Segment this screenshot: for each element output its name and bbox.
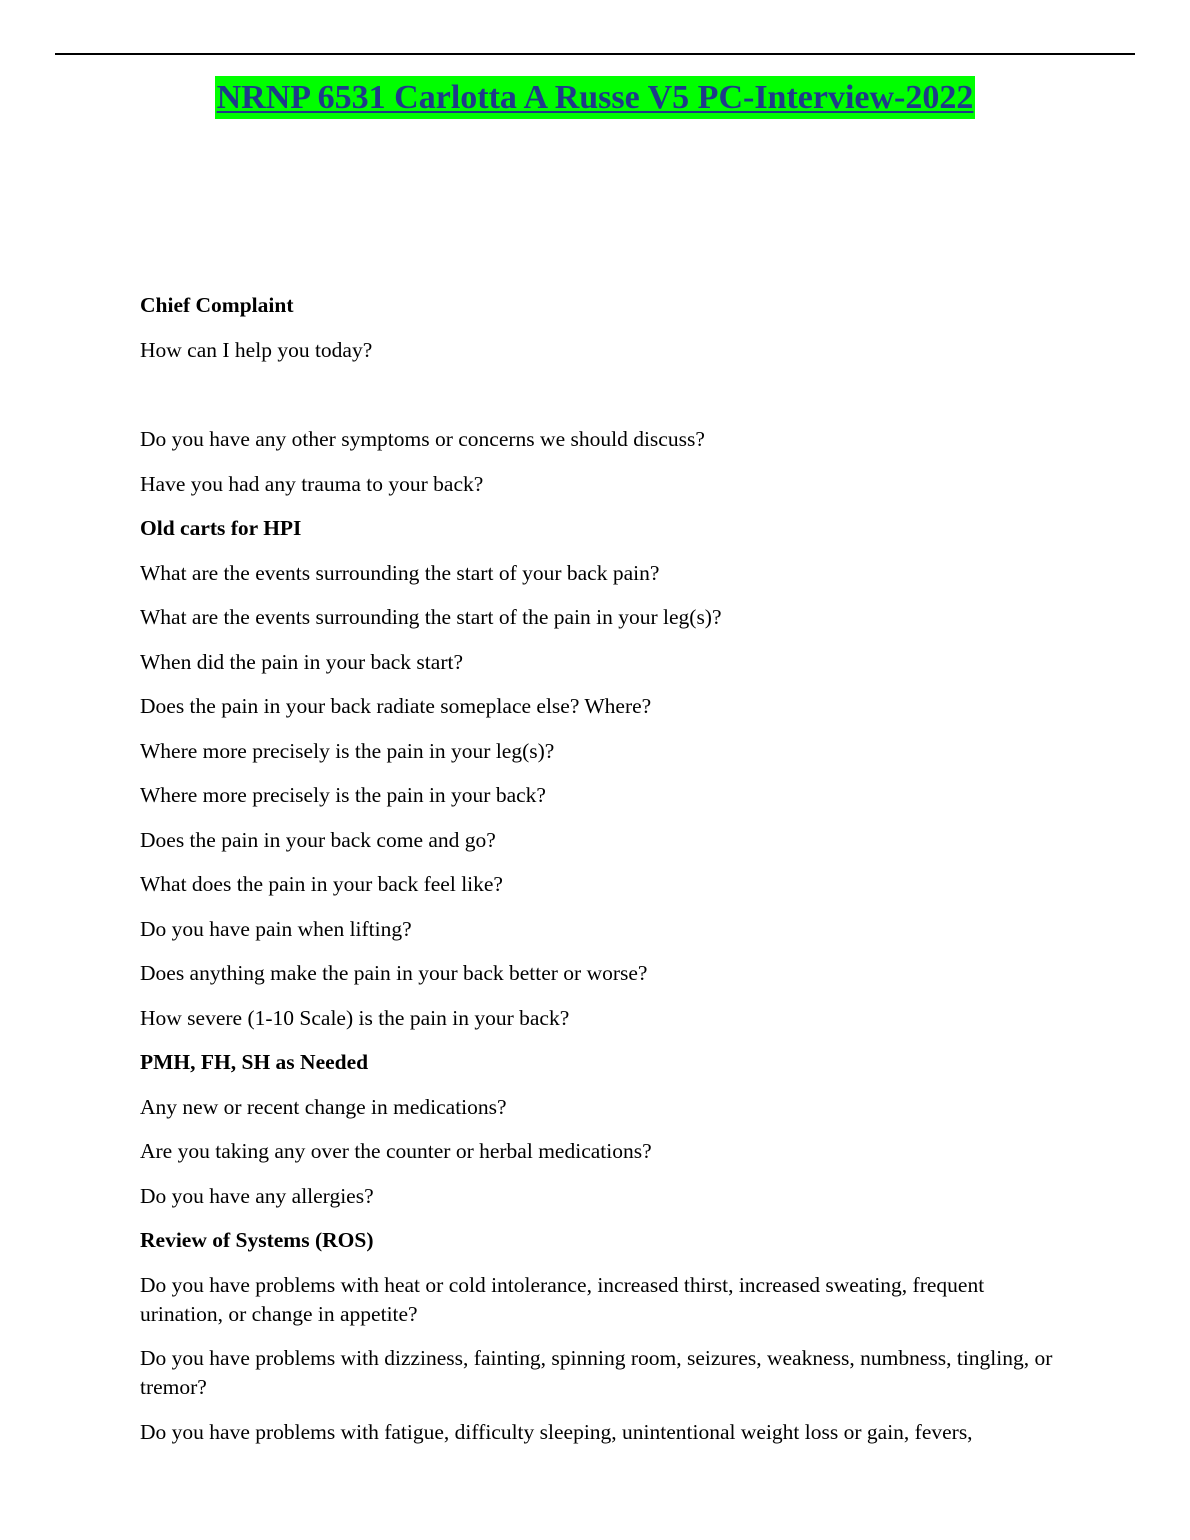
- section-heading-history: PMH, FH, SH as Needed: [140, 1050, 369, 1074]
- question: Do you have problems with dizziness, fainting, spinning room, seizures, weakness, numbness, tingling, or tremor?: [140, 1346, 1053, 1399]
- section-heading-hpi: Old carts for HPI: [140, 516, 302, 540]
- document-body: [140, 291, 1060, 1462]
- question: What are the events surrounding the start of your back pain?: [140, 560, 660, 585]
- document-title: NRNP 6531 Carlotta A Russe V5 PC-Interview-2022: [215, 76, 976, 119]
- question: Do you have problems with fatigue, difficulty sleeping, unintentional weight loss or gain, fevers,: [140, 1419, 973, 1444]
- question: How can I help you today?: [140, 337, 373, 362]
- top-rule: [55, 53, 1135, 55]
- question: Do you have pain when lifting?: [140, 916, 412, 941]
- question: Does the pain in your back radiate someplace else? Where?: [140, 694, 652, 718]
- section-heading-ros: Review of Systems (ROS): [140, 1228, 374, 1252]
- question: Where more precisely is the pain in your leg(s)?: [140, 738, 555, 763]
- question: When did the pain in your back start?: [140, 649, 463, 674]
- section-heading-chief-complaint: Chief Complaint: [140, 293, 294, 317]
- question: What does the pain in your back feel like?: [140, 872, 503, 896]
- question: How severe (1-10 Scale) is the pain in your back?: [140, 1005, 570, 1030]
- question: Have you had any trauma to your back?: [140, 471, 484, 496]
- question: Where more precisely is the pain in your back?: [140, 783, 546, 807]
- title-container: [0, 76, 1190, 119]
- question: Do you have any allergies?: [140, 1183, 374, 1208]
- question: Does anything make the pain in your back better or worse?: [140, 961, 648, 985]
- question: Do you have any other symptoms or concerns we should discuss?: [140, 427, 705, 451]
- question: Any new or recent change in medications?: [140, 1094, 507, 1119]
- spacer: [140, 380, 1060, 425]
- question: Do you have problems with heat or cold intolerance, increased thirst, increased sweating, frequent urination, or change in appetite?: [140, 1272, 985, 1326]
- question: What are the events surrounding the start of the pain in your leg(s)?: [140, 605, 722, 629]
- question: Does the pain in your back come and go?: [140, 827, 496, 852]
- question: Are you taking any over the counter or herbal medications?: [140, 1139, 652, 1163]
